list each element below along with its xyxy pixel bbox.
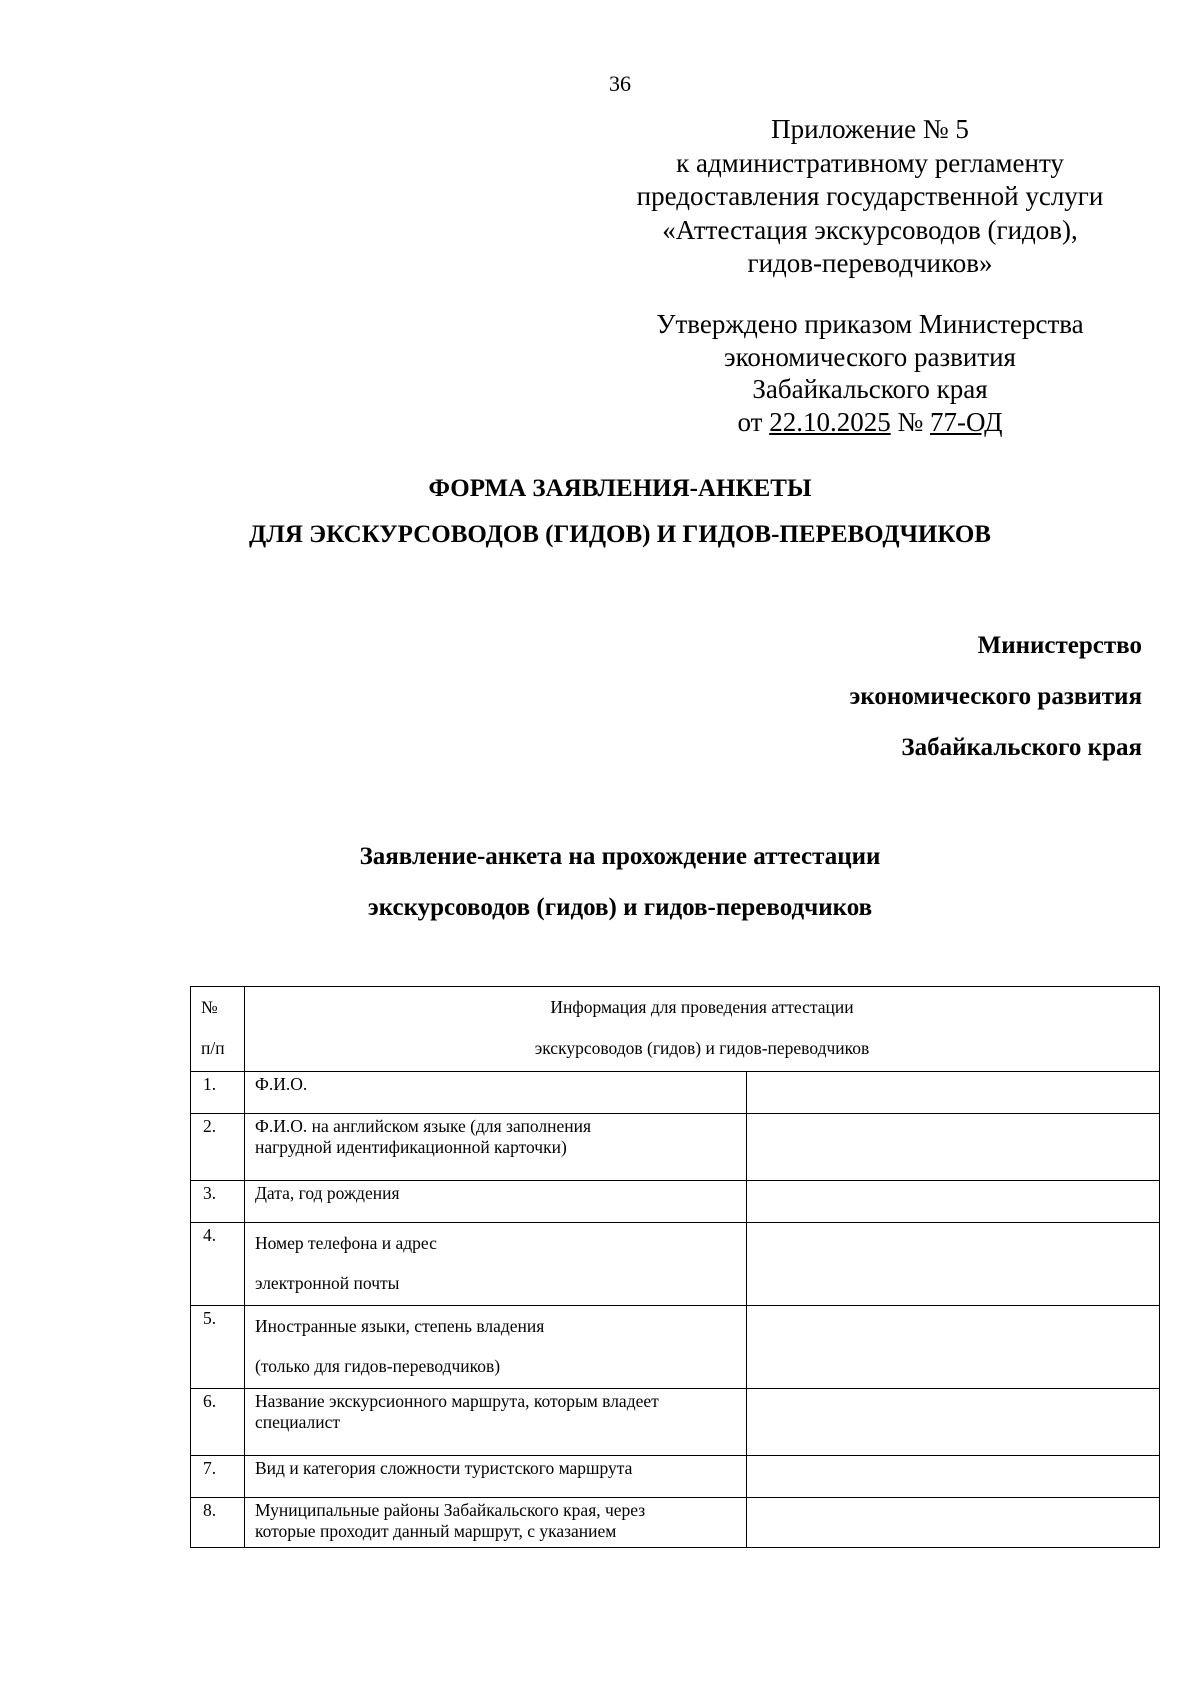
approval-line: Забайкальского края (752, 374, 988, 404)
page-number: 36 (609, 71, 631, 96)
approval-number-prefix: № (890, 406, 930, 437)
application-title-line: экскурсоводов (гидов) и гидов-переводчиков (367, 894, 873, 921)
appendix-line: «Аттестация экскурсоводов (гидов), (662, 214, 1078, 245)
appendix-header (580, 113, 1160, 281)
row-number: 6. (191, 1389, 245, 1456)
row-number: 1. (191, 1072, 245, 1114)
row-label-line: которые проходит данный маршрут, с указанием (255, 1521, 617, 1541)
row-label (245, 1072, 747, 1114)
row-label-line: специалист (255, 1412, 341, 1432)
header-info-cell (245, 987, 1160, 1072)
row-number: 7. (191, 1456, 245, 1498)
row-value-cell[interactable] (747, 1223, 1160, 1306)
table-row (191, 1114, 1160, 1181)
table-header-row (191, 987, 1160, 1072)
row-label-line: Муниципальные районы Забайкальского края, через (255, 1500, 646, 1520)
row-label-line: Иностранные языки, степень владения (255, 1316, 545, 1336)
row-value-cell[interactable] (747, 1498, 1160, 1548)
row-number: 8. (191, 1498, 245, 1548)
table-row (191, 1389, 1160, 1456)
row-label-line: Ф.И.О. на английском языке (для заполнения (255, 1116, 592, 1136)
row-label-line: (только для гидов-переводчиков) (255, 1356, 501, 1376)
recipient-block (850, 620, 1142, 773)
table-row (191, 1223, 1160, 1306)
row-label-line: нагрудной идентификационной карточки) (255, 1137, 567, 1157)
header-num-cell (191, 987, 245, 1072)
row-label (245, 1114, 747, 1181)
row-value-cell[interactable] (747, 1114, 1160, 1181)
table-row (191, 1498, 1160, 1548)
header-num-line: № (201, 997, 218, 1017)
table-row (191, 1181, 1160, 1223)
row-value-cell[interactable] (747, 1181, 1160, 1223)
approval-number: 77-ОД (929, 406, 1003, 437)
approval-date-prefix: от (737, 406, 770, 437)
row-label-line: Ф.И.О. (255, 1074, 308, 1094)
table-row (191, 1072, 1160, 1114)
row-label-line: Номер телефона и адрес (255, 1233, 437, 1253)
row-label (245, 1456, 747, 1498)
appendix-line: гидов-переводчиков» (747, 248, 993, 278)
row-label-line: Вид и категория сложности туристского маршрута (255, 1458, 633, 1478)
approval-order-line (620, 406, 1120, 439)
row-number: 3. (191, 1181, 245, 1223)
row-number: 2. (191, 1114, 245, 1181)
table-row (191, 1306, 1160, 1389)
appendix-line: Приложение № 5 (771, 114, 969, 144)
approval-line: экономического развития (724, 341, 1016, 372)
approval-date: 22.10.2025 (769, 406, 891, 437)
row-value-cell[interactable] (747, 1456, 1160, 1498)
row-label (245, 1389, 747, 1456)
header-num-line: п/п (201, 1038, 225, 1058)
recipient-line: Министерство (977, 632, 1142, 659)
header-info-line: Информация для проведения аттестации (550, 997, 854, 1017)
row-label-line: Название экскурсионного маршрута, которым владеет (255, 1391, 659, 1411)
row-number: 4. (191, 1223, 245, 1306)
row-label-line: электронной почты (255, 1273, 400, 1293)
application-form-table (190, 986, 1160, 1548)
recipient-line: экономического развития (849, 683, 1142, 710)
recipient-line: Забайкальского края (901, 734, 1142, 761)
appendix-line: предоставления государственной услуги (636, 181, 1104, 211)
row-label-line: Дата, год рождения (255, 1183, 400, 1203)
approval-block (620, 308, 1120, 438)
row-label (245, 1181, 747, 1223)
row-label (245, 1306, 747, 1389)
row-number: 5. (191, 1306, 245, 1389)
appendix-line: к административному регламенту (676, 147, 1064, 178)
form-title-line: ФОРМА ЗАЯВЛЕНИЯ-АНКЕТЫ (428, 475, 812, 502)
row-value-cell[interactable] (747, 1306, 1160, 1389)
form-title (0, 466, 1200, 558)
row-label (245, 1223, 747, 1306)
application-title (0, 831, 1200, 933)
approval-line: Утверждено приказом Министерства (656, 309, 1084, 339)
row-value-cell[interactable] (747, 1389, 1160, 1456)
table-row (191, 1456, 1160, 1498)
header-info-line: экскурсоводов (гидов) и гидов-переводчиков (534, 1038, 870, 1058)
row-value-cell[interactable] (747, 1072, 1160, 1114)
form-title-line: ДЛЯ ЭКСКУРСОВОДОВ (ГИДОВ) И ГИДОВ-ПЕРЕВОДЧИКОВ (249, 521, 991, 548)
application-title-line: Заявление-анкета на прохождение аттестации (359, 843, 881, 870)
row-label (245, 1498, 747, 1548)
